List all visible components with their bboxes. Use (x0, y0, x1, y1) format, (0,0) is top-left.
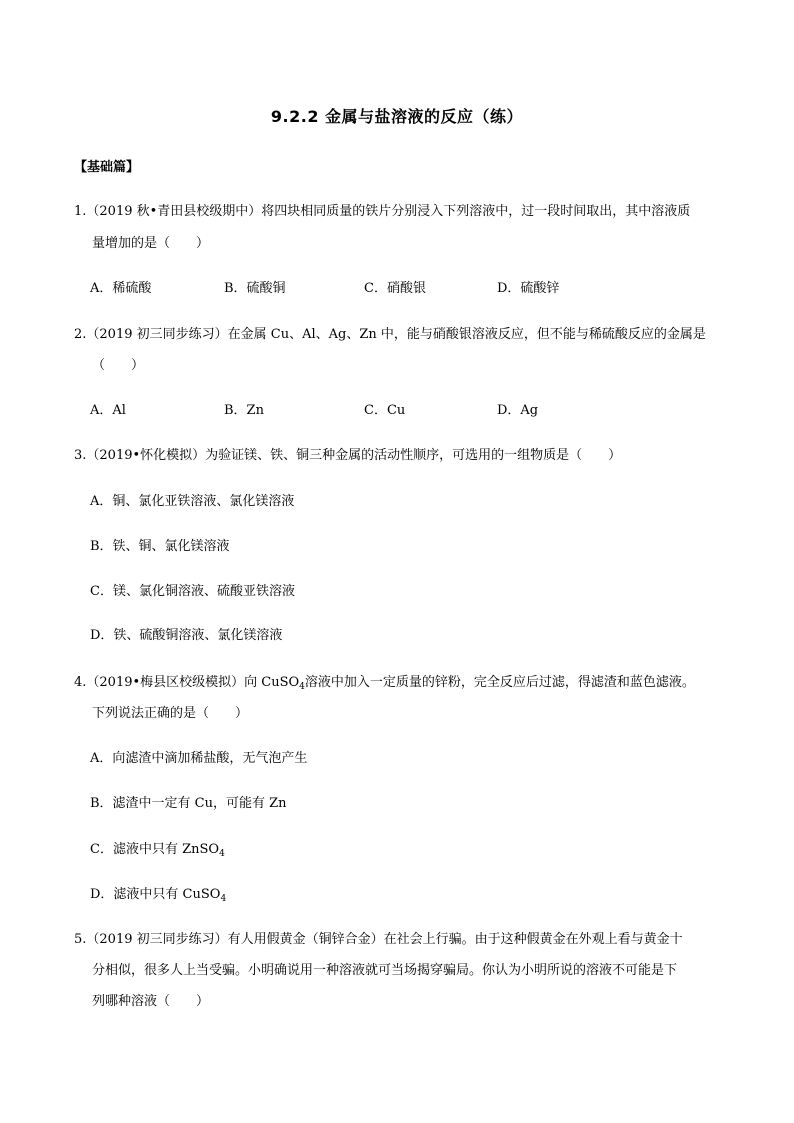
subscript: 4 (220, 894, 227, 904)
question-4-line-1-pre: 4.（2019•梅县区校级模拟）向 CuSO (74, 675, 300, 690)
question-4-line-2: 下列说法正确的是（ ） (92, 706, 249, 721)
question-2-option-a: A．Al (90, 403, 126, 418)
question-3-option-d: D．铁、硫酸铜溶液、氯化镁溶液 (90, 628, 283, 643)
question-4-line-1-post: 溶液中加入一定质量的锌粉，完全反应后过滤，得滤渣和蓝色滤液。 (304, 675, 695, 690)
question-3-line-1: 3.（2019•怀化模拟）为验证镁、铁、铜三种金属的活动性顺序，可选用的一组物质是（ ） (74, 448, 622, 463)
subscript: 4 (219, 849, 225, 859)
question-2-option-d: D．Ag (497, 403, 539, 418)
question-4-option-d-text: D．滤液中只有 CuSO (90, 887, 221, 902)
question-2-line-1: 2.（2019 初三同步练习）在金属 Cu、Al、Ag、Zn 中，能与硝酸银溶液反应，但不能与稀硫酸反应的金属是 (74, 327, 706, 342)
question-3-option-a: A．铜、氯化亚铁溶液、氯化镁溶液 (90, 494, 295, 509)
question-4-option-c (90, 840, 225, 860)
question-1-line-2: 量增加的是（ ） (92, 236, 210, 251)
question-4-option-c-text: C．滤液中只有 ZnSO (90, 842, 220, 857)
question-3-option-b: B．铁、铜、氯化镁溶液 (90, 539, 230, 554)
section-heading: 【基础篇】 (74, 160, 140, 175)
question-4-option-a: A．向滤渣中滴加稀盐酸，无气泡产生 (90, 751, 308, 766)
question-1-option-b: B．硫酸铜 (224, 281, 286, 296)
subscript: 4 (299, 682, 305, 692)
question-5-line-2: 分相似，很多人上当受骗。小明确说用一种溶液就可当场揭穿骗局。你认为小明所说的溶液不可能是下 (92, 963, 678, 978)
page-title: 9.2.2 金属与盐溶液的反应（练） (270, 107, 524, 126)
question-5-line-3: 列哪种溶液（ ） (92, 994, 210, 1009)
question-4-option-d (90, 885, 226, 905)
question-2-option-b: B．Zn (224, 403, 264, 418)
question-4-option-b: B．滤渣中一定有 Cu，可能有 Zn (90, 796, 287, 811)
question-5-line-1: 5.（2019 初三同步练习）有人用假黄金（铜锌合金）在社会上行骗。由于这种假黄金在外观上看与黄金十 (74, 932, 683, 947)
question-1-option-a: A．稀硫酸 (90, 281, 152, 296)
question-2-line-2: （ ） (92, 358, 145, 373)
question-1-line-1: 1.（2019 秋•青田县校级期中）将四块相同质量的铁片分别浸入下列溶液中，过一段时间取出，其中溶液质 (74, 204, 691, 219)
question-1-option-c: C．硝酸银 (364, 281, 426, 296)
question-3-option-c: C．镁、氯化铜溶液、硫酸亚铁溶液 (90, 584, 295, 599)
question-2-option-c: C．Cu (364, 403, 406, 418)
question-4-line-1 (74, 673, 695, 693)
question-1-option-d: D．硫酸锌 (497, 281, 560, 296)
